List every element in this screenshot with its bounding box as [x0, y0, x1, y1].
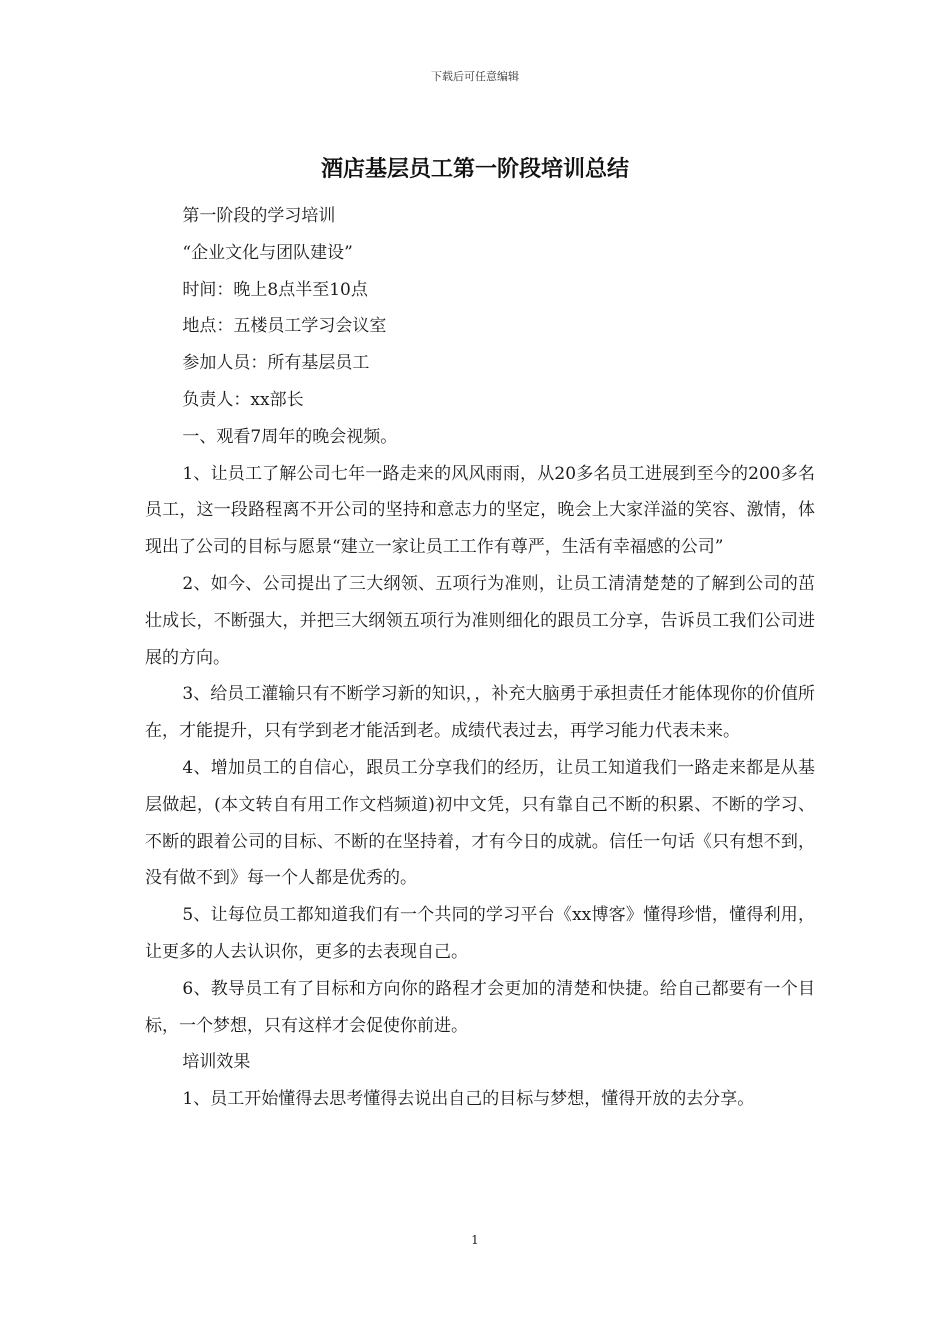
page-number: 1 [471, 1233, 479, 1247]
paragraph-responsible: 负责人：xx部长 [182, 389, 304, 410]
header-note: 下载后可任意编辑 [431, 70, 519, 83]
paragraph-effect-1: 1、员工开始懂得去思考懂得去说出自己的目标与梦想，懂得开放的去分享。 [182, 1089, 755, 1110]
paragraph-section-one: 一、观看7周年的晚会视频。 [182, 426, 398, 447]
paragraph-item-1: 1、让员工了解公司七年一路走来的风风雨雨，从20多名员工进展到至今的200多名员工，这一段路程离不开公司的坚持和意志力的坚定，晚会上大家洋溢的笑容、激情，体现出了公司的目标与愿景“建立一家让员工工作有尊严，生活有幸福感的公司” [145, 463, 815, 558]
paragraph-item-2: 2、如今、公司提出了三大纲领、五项行为准则，让员工清清楚楚的了解到公司的茁壮成长，不断强大，并把三大纲领五项行为准则细化的跟员工分享，告诉员工我们公司进展的方向。 [145, 573, 815, 668]
paragraph-participants: 参加人员：所有基层员工 [182, 353, 370, 374]
paragraph-time: 时间：晚上8点半至10点 [182, 279, 368, 300]
paragraph-theme: “企业文化与团队建设” [182, 242, 353, 263]
paragraph-item-4: 4、增加员工的自信心，跟员工分享我们的经历，让员工知道我们一路走来都是从基层做起，(本文转自有用工作文档频道)初中文凭，只有靠自己不断的积累、不断的学习、不断的跟着公司的目标、不断的在坚持着，才有今日的成就。信任一句话《只有想不到，没有做不到》每一个人都是优秀的。 [145, 757, 815, 889]
document-title: 酒店基层员工第一阶段培训总结 [320, 156, 629, 182]
paragraph-training-phase: 第一阶段的学习培训 [182, 206, 336, 226]
paragraph-item-6: 6、教导员工有了目标和方向你的路程才会更加的清楚和快捷。给自己都要有一个目标，一个梦想，只有这样才会促使你前进。 [145, 978, 815, 1036]
paragraph-location: 地点：五楼员工学习会议室 [182, 316, 387, 337]
document-body [145, 198, 815, 1118]
paragraph-item-3: 3、给员工灌输只有不断学习新的知识，，补充大脑勇于承担责任才能体现你的价值所在，才能提升，只有学到老才能活到老。成绩代表过去，再学习能力代表未来。 [145, 684, 815, 742]
paragraph-item-5: 5、让每位员工都知道我们有一个共同的学习平台《xx博客》懂得珍惜，懂得利用，让更多的人去认识你，更多的去表现自己。 [145, 905, 815, 962]
paragraph-training-effect-heading: 培训效果 [182, 1052, 251, 1073]
